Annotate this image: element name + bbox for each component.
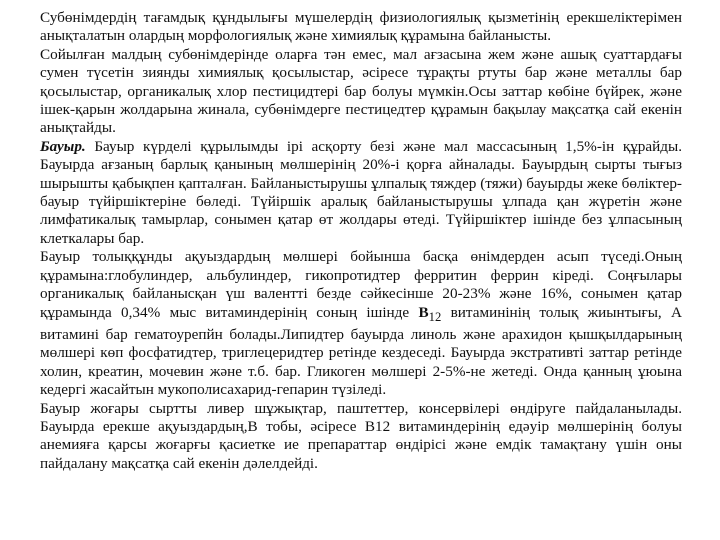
paragraph-liver-usage: Бауыр жоғары сыртты ливер шұжықтар, паштеттер, консервілері өндіруге пайдаланылады. Бауырда ерекше ақуыздардың,В тобы, әсіресе В12 витаминдерінің едәуір мөлшерінің болуы анемияға қарсы жоғарғы қасиетке ие препараттар өндірісі және емдік тамақтану үшін оны пайдалану мақсатқа сай екенін дәлелдейді. [40,399,682,472]
liver-structure-text: Бауыр күрделі құрылымды ірі асқорту безі және мал массасының 1,5%-ін құрайды. Бауырда ағзаның барлық қанының мөлшерінің 20%-і қорға айналады. Бауырдың сырты тығыз шырышты қабықпен қапталған. Байланыстырушы ұлпалық тяждер (тяжи) бауырды жеке бөліктер- бауыр түйіршіктеріне бөледі. Түйіршік аралық байланыстырушы ұлпада қан жүретін және лимфатикалық тамырлар, сонымен қатар өт жолдары өтеді. Түйіршіктер ішінде без ұлпасының клеткалары бар. [40,137,682,247]
liver-composition-text-2: витаминінің толық жиынтығы, А витамині бар гематоурепйн болады.Липидтер бауырда линоль және арахидон қышқылдарының мөлшері көп фосфатидтер, триглецеридтер ретінде кездеседі. Бауырда экстративті заттар ретінде холин, креатин, мочевин және т.б. бар. Гликоген мөлшері 2-5%-не жетеді. Онда қанның ұюына кедергі жасайтын мукополисахарид-гепарин түзіледі. [40,303,682,399]
paragraph-liver-structure [40,138,682,248]
vitamin-b-subscript: 12 [428,309,442,324]
document-page [40,9,682,473]
paragraph-nutritional-value: Субөнімдердің тағамдық құндылығы мүшелердің физиологиялық қызметінің ерекшеліктерімен анықталатын олардың морфологиялық және химиялық құрамына байланысты. [40,9,682,45]
liver-composition-text-1: Бауыр толыққұнды ақуыздардың мөлшері бойынша басқа өнімдерден асып түседі.Оның құрамына:глобулиндер, альбулиндер, гикопротидтер ферритин феррин кіреді. Соңғылары органикалық байланысқан үш валентті безде сәйкесінше 20-23% және 16%, сонымен қатар құрамында 0,34% мыс витаминдерінің соның ішінде [40,248,682,321]
paragraph-harmful-compounds: Сойылған малдың субөнімдерінде оларға тән емес, мал ағзасына жем және ашық суаттардағы сумен түсетін зиянды химиялық қосылыстар, әсіресе тұрақты ртуты бар және металлы бар қосылыстар, органикалық хлор пестицидтері бар болуы мүмкін.Осы заттар көбіне бүйрек, және ішек-қарын жолдарына жинала, субөнімдерге пестицедтер құрамын бақылау мақсатқа сай екенін анықтайды. [40,45,682,137]
term-liver-heading: Бауыр. [40,137,86,155]
vitamin-b-letter: В [418,303,429,321]
paragraph-liver-composition [40,248,682,399]
